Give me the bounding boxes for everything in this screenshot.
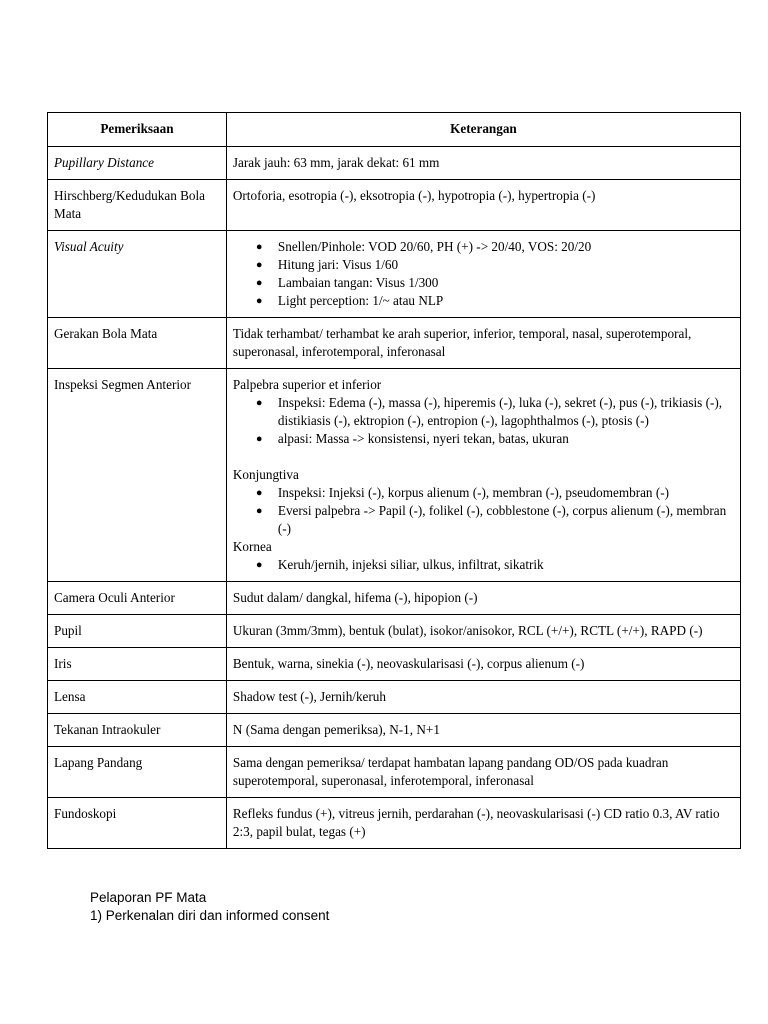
list-item: ● Inspeksi: Injeksi (-), korpus alienum (-), membran (-), pseudomembran (-)	[278, 484, 734, 502]
row-value: N (Sama dengan pemeriksa), N-1, N+1	[226, 714, 740, 747]
row-value: Sudut dalam/ dangkal, hifema (-), hipopion (-)	[226, 582, 740, 615]
table-row	[48, 180, 741, 231]
column-header-keterangan: Keterangan	[226, 113, 740, 147]
row-label: Iris	[48, 648, 227, 681]
list-item: ● Keruh/jernih, injeksi siliar, ulkus, infiltrat, sikatrik	[278, 556, 734, 574]
row-label: Camera Oculi Anterior	[48, 582, 227, 615]
footer-notes	[90, 889, 329, 925]
row-label: Hirschberg/Kedudukan Bola Mata	[48, 180, 227, 231]
footer-step: 1) Perkenalan diri dan informed consent	[90, 908, 330, 923]
row-label: Lapang Pandang	[48, 747, 227, 798]
table-row	[48, 582, 741, 615]
row-value: Jarak jauh: 63 mm, jarak dekat: 61 mm	[226, 147, 740, 180]
konjungtiva-list	[233, 484, 734, 538]
row-label: Inspeksi Segmen Anterior	[48, 369, 227, 582]
column-header-pemeriksaan: Pemeriksaan	[48, 113, 227, 147]
spacer	[233, 448, 734, 466]
visual-acuity-list	[233, 238, 734, 310]
list-item: ● Snellen/Pinhole: VOD 20/60, PH (+) -> 20/40, VOS: 20/20	[278, 238, 734, 256]
table-row	[48, 615, 741, 648]
table-row	[48, 648, 741, 681]
list-item: ● Light perception: 1/~ atau NLP	[278, 292, 734, 310]
row-value: Ukuran (3mm/3mm), bentuk (bulat), isokor/anisokor, RCL (+/+), RCTL (+/+), RAPD (-)	[226, 615, 740, 648]
row-value: Ortoforia, esotropia (-), eksotropia (-), hypotropia (-), hypertropia (-)	[226, 180, 740, 231]
palpebra-list	[233, 394, 734, 448]
row-value: Sama dengan pemeriksa/ terdapat hambatan lapang pandang OD/OS pada kuadran superotemporal, superonasal, inferotemporal, inferonasal	[226, 747, 740, 798]
table-row	[48, 681, 741, 714]
row-label: Pupil	[48, 615, 227, 648]
konjungtiva-heading: Konjungtiva	[232, 467, 299, 482]
table-header-row	[48, 113, 741, 147]
kornea-heading: Kornea	[232, 539, 272, 554]
kornea-list	[233, 556, 734, 574]
list-item: ● Eversi palpebra -> Papil (-), folikel (-), cobblestone (-), corpus alienum (-), membran (-)	[278, 502, 734, 538]
table-row	[48, 147, 741, 180]
row-label: Pupillary Distance	[48, 147, 227, 180]
list-item: ● alpasi: Massa -> konsistensi, nyeri tekan, batas, ukuran	[278, 430, 734, 448]
table-row	[48, 369, 741, 582]
row-value: Shadow test (-), Jernih/keruh	[226, 681, 740, 714]
row-value: Tidak terhambat/ terhambat ke arah superior, inferior, temporal, nasal, superotemporal, superonasal, inferotemporal, inferonasal	[226, 318, 740, 369]
list-item: ● Lambaian tangan: Visus 1/300	[278, 274, 734, 292]
row-label: Visual Acuity	[48, 231, 227, 318]
table-row	[48, 747, 741, 798]
row-label: Gerakan Bola Mata	[48, 318, 227, 369]
table-row	[48, 231, 741, 318]
row-value	[226, 369, 740, 582]
row-value: Refleks fundus (+), vitreus jernih, perdarahan (-), neovaskularisasi (-) CD ratio 0.3, AV ratio 2:3, papil bulat, tegas (+)	[226, 798, 740, 849]
table-row	[48, 714, 741, 747]
row-value: Bentuk, warna, sinekia (-), neovaskularisasi (-), corpus alienum (-)	[226, 648, 740, 681]
table-row	[48, 798, 741, 849]
row-value	[226, 231, 740, 318]
row-label: Tekanan Intraokuler	[48, 714, 227, 747]
list-item: ● Inspeksi: Edema (-), massa (-), hiperemis (-), luka (-), sekret (-), pus (-), trikiasis (-), distikiasis (-), ektropion (-), entropion (-), lagophthalmos (-), ptosis (-)	[278, 394, 734, 430]
examination-table	[47, 112, 741, 849]
row-label: Lensa	[48, 681, 227, 714]
list-item: ● Hitung jari: Visus 1/60	[278, 256, 734, 274]
palpebra-heading: Palpebra superior et inferior	[232, 377, 382, 392]
footer-title: Pelaporan PF Mata	[90, 890, 207, 905]
table-row	[48, 318, 741, 369]
row-label: Fundoskopi	[48, 798, 227, 849]
